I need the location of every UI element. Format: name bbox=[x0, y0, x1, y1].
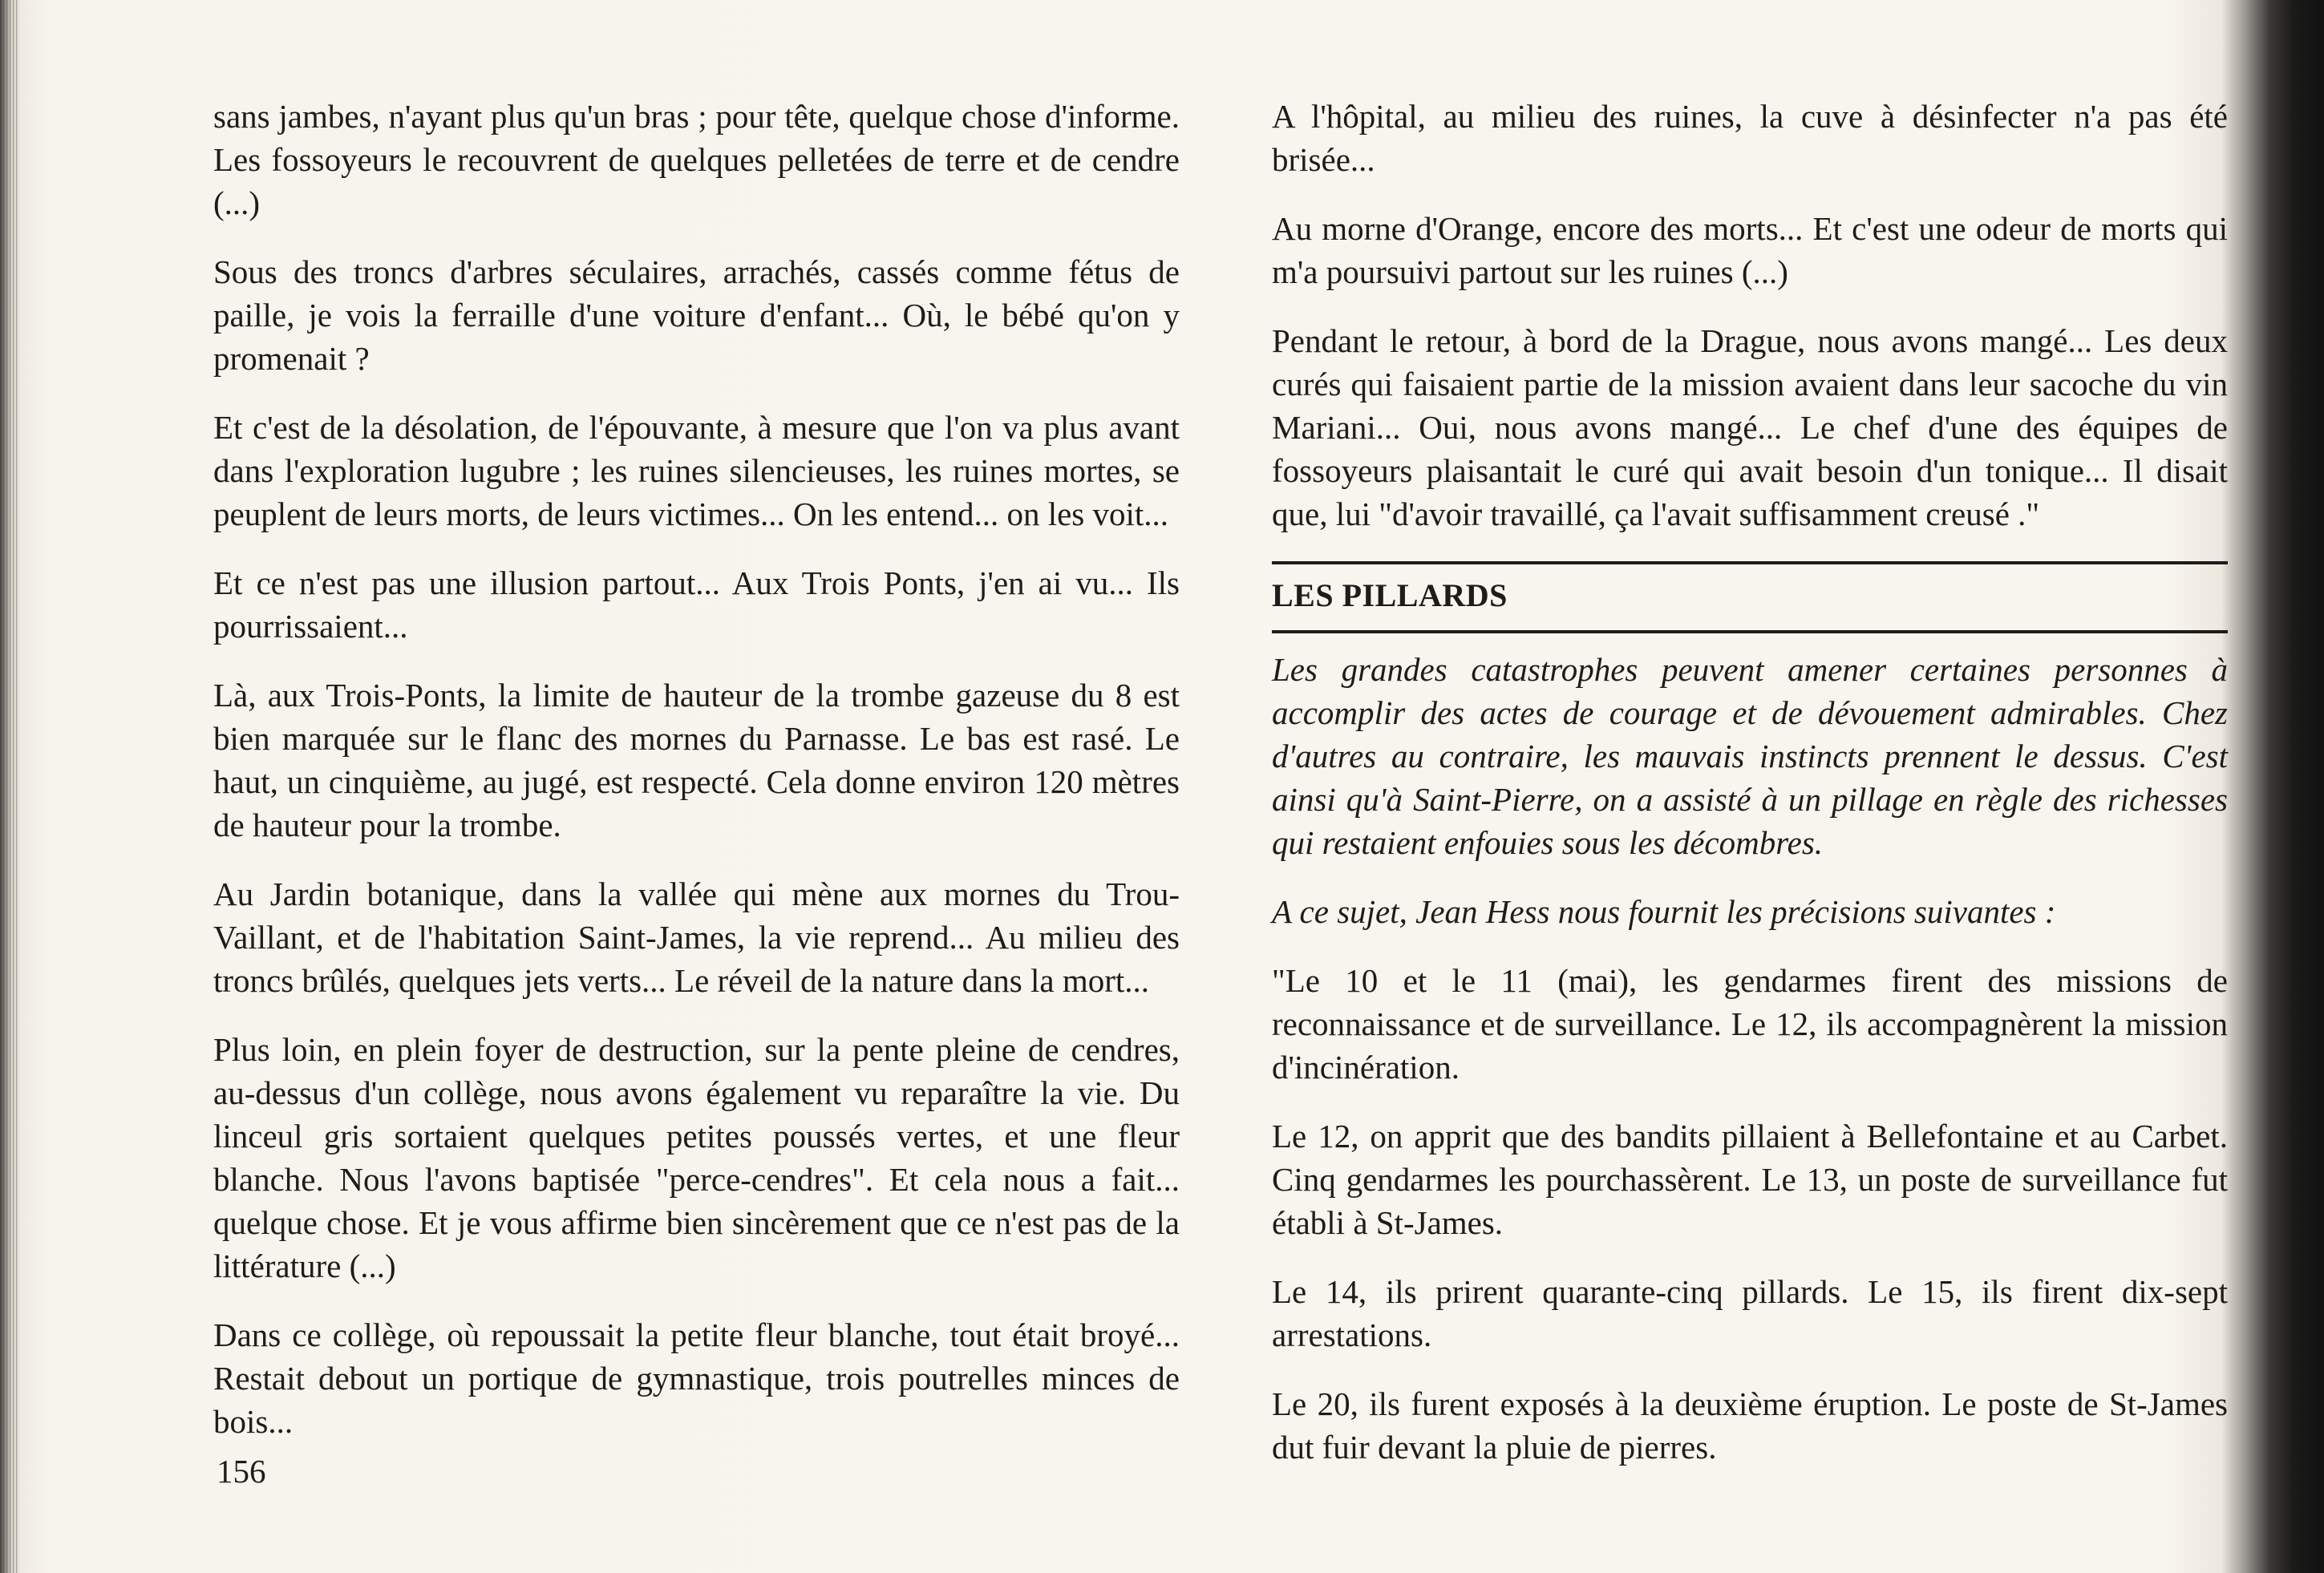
section-rule-bottom bbox=[1272, 630, 2228, 633]
quote-paragraph-3: Le 14, ils prirent quarante-cinq pillards. Le 15, ils firent dix-sept arrestations. bbox=[1272, 1273, 2228, 1353]
left-page-column bbox=[213, 95, 1180, 1469]
right-paragraph-1: A l'hôpital, au milieu des ruines, la cuve à désinfecter n'a pas été brisée... bbox=[1272, 98, 2228, 178]
intro-paragraph-2: A ce sujet, Jean Hess nous fournit les précisions suivantes : bbox=[1272, 893, 2056, 930]
section-heading: LES PILLARDS bbox=[1272, 577, 1508, 613]
left-paragraph-7: Plus loin, en plein foyer de destruction, sur la pente pleine de cendres, au-dessus d'un collège, nous avons également vu reparaître la vie. Du linceul gris sortaient quelques petites poussés vertes, et une fleur blanche. Nous l'avons baptisée "perce-cendres". Et cela nous a fait... quelque chose. Et je vous affirme bien sincèrement que ce n'est pas de la littérature (...) bbox=[213, 1031, 1180, 1284]
page-number: 156 bbox=[217, 1453, 266, 1490]
right-page-column bbox=[1272, 95, 2228, 1494]
left-paragraph-4: Et ce n'est pas une illusion partout... Aux Trois Ponts, j'en ai vu... Ils pourrissaient... bbox=[213, 564, 1180, 645]
right-paragraph-2: Au morne d'Orange, encore des morts... Et c'est une odeur de morts qui m'a poursuivi partout sur les ruines (...) bbox=[1272, 210, 2228, 290]
quote-paragraph-1: "Le 10 et le 11 (mai), les gendarmes firent des missions de reconnaissance et de surveillance. Le 12, ils accompagnèrent la mission d'incinération. bbox=[1272, 962, 2228, 1086]
quote-paragraph-4: Le 20, ils furent exposés à la deuxième éruption. Le poste de St-James dut fuir devant la pluie de pierres. bbox=[1272, 1385, 2228, 1466]
left-paragraph-3: Et c'est de la désolation, de l'épouvante, à mesure que l'on va plus avant dans l'exploration lugubre ; les ruines silencieuses, les ruines mortes, se peuplent de leurs morts, de leurs victimes... On les entend... on les voit... bbox=[213, 409, 1180, 532]
section-rule-top bbox=[1272, 561, 2228, 564]
intro-paragraph-1: Les grandes catastrophes peuvent amener certaines personnes à accomplir des actes de courage et de dévouement admirables. Chez d'autres au contraire, les mauvais instincts prennent le dessus. C'est ainsi qu'à Saint-Pierre, on a assisté à un pillage en règle des richesses qui restaient enfouies sous les décombres. bbox=[1272, 651, 2228, 861]
page-edge bbox=[0, 0, 18, 1573]
quote-paragraph-2: Le 12, on apprit que des bandits pillaient à Bellefontaine et au Carbet. Cinq gendarmes les pourchassèrent. Le 13, un poste de surveillance fut établi à St-James. bbox=[1272, 1118, 2228, 1241]
left-paragraph-2: Sous des troncs d'arbres séculaires, arrachés, cassés comme fétus de paille, je vois la ferraille d'une voiture d'enfant... Où, le bébé qu'on y promenait ? bbox=[213, 253, 1180, 377]
left-paragraph-5: Là, aux Trois-Ponts, la limite de hauteur de la trombe gazeuse du 8 est bien marquée sur le flanc des mornes du Parnasse. Le bas est rasé. Le haut, un cinquième, au jugé, est respecté. Cela donne environ 120 mètres de hauteur pour la trombe. bbox=[213, 677, 1180, 843]
left-paragraph-8: Dans ce collège, où repoussait la petite fleur blanche, tout était broyé... Restait debout un portique de gymnastique, trois poutrelles minces de bois... bbox=[213, 1316, 1180, 1440]
right-paragraph-3: Pendant le retour, à bord de la Drague, nous avons mangé... Les deux curés qui faisaient partie de la mission avaient dans leur sacoche du vin Mariani... Oui, nous avons mangé... Le chef d'une des équipes de fossoyeurs plaisantait le curé qui avait besoin d'un tonique... Il disait que, lui "d'avoir travaillé, ça l'avait suffisamment creusé ." bbox=[1272, 322, 2228, 532]
left-paragraph-1: sans jambes, n'ayant plus qu'un bras ; pour tête, quelque chose d'informe. Les fossoyeurs le recouvrent de quelques pelletées de terre et de cendre (...) bbox=[213, 98, 1180, 221]
left-paragraph-6: Au Jardin botanique, dans la vallée qui mène aux mornes du Trou-Vaillant, et de l'habitation Saint-James, la vie reprend... Au milieu des troncs brûlés, quelques jets verts... Le réveil de la nature dans la mort... bbox=[213, 875, 1180, 999]
